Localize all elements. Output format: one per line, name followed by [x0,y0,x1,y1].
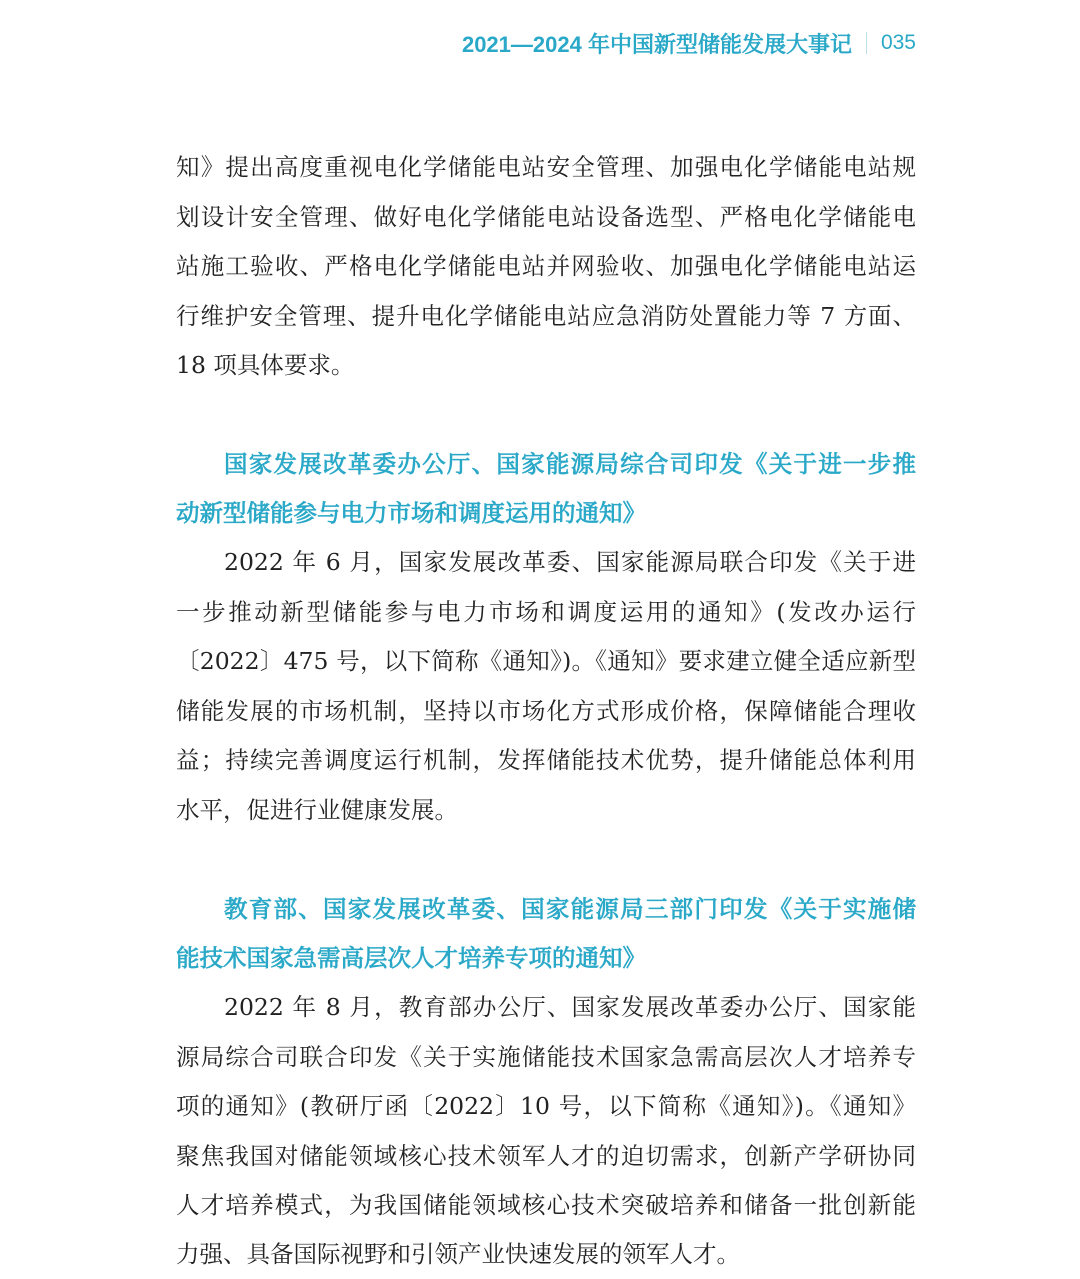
paragraph-line: 益；持续完善调度运行机制，发挥储能技术优势，提升储能总体利用 [176,746,916,774]
paragraph-line: 〔2022〕475 号，以下简称《通知》)。《通知》要求建立健全适应新型 [176,647,916,675]
section-heading-line: 教育部、国家发展改革委、国家能源局三部门印发《关于实施储 [224,895,916,923]
paragraph-line: 源局综合司联合印发《关于实施储能技术国家急需高层次人才培养专 [176,1043,916,1071]
paragraph-line: 知》提出高度重视电化学储能电站安全管理、加强电化学储能电站规 [176,153,916,181]
book-title: 2021—2024 年中国新型储能发展大事记 [461,31,852,57]
paragraph-line: 18 项具体要求。 [176,351,355,379]
paragraph-line: 一步推动新型储能参与电力市场和调度运用的通知》(发改办运行 [176,598,916,626]
section-heading-line: 国家发展改革委办公厅、国家能源局综合司印发《关于进一步推 [224,450,916,478]
page-number: 035 [880,31,916,54]
paragraph-line: 项的通知》(教研厅函〔2022〕10 号，以下简称《通知》)。《通知》 [176,1092,916,1120]
paragraph-line: 划设计安全管理、做好电化学储能电站设备选型、严格电化学储能电 [176,203,916,231]
paragraph-line: 2022 年 6 月，国家发展改革委、国家能源局联合印发《关于进 [224,548,916,576]
header-divider [866,32,867,54]
paragraph-line: 2022 年 8 月，教育部办公厅、国家发展改革委办公厅、国家能 [224,993,916,1021]
paragraph-line: 人才培养模式，为我国储能领域核心技术突破培养和储备一批创新能 [176,1191,916,1219]
section-heading-line: 动新型储能参与电力市场和调度运用的通知》 [176,499,646,527]
paragraph-line: 储能发展的市场机制，坚持以市场化方式形成价格，保障储能合理收 [176,697,916,725]
section-heading-line: 能技术国家急需高层次人才培养专项的通知》 [176,944,646,972]
paragraph-line: 聚焦我国对储能领域核心技术领军人才的迫切需求，创新产学研协同 [176,1142,916,1170]
paragraph-line: 行维护安全管理、提升电化学储能电站应急消防处置能力等 7 方面、 [176,302,916,330]
paragraph-line: 站施工验收、严格电化学储能电站并网验收、加强电化学储能电站运 [176,252,916,280]
paragraph-line: 水平，促进行业健康发展。 [176,796,458,824]
paragraph-line: 力强、具备国际视野和引领产业快速发展的领军人才。 [176,1240,740,1268]
running-header [462,26,916,60]
